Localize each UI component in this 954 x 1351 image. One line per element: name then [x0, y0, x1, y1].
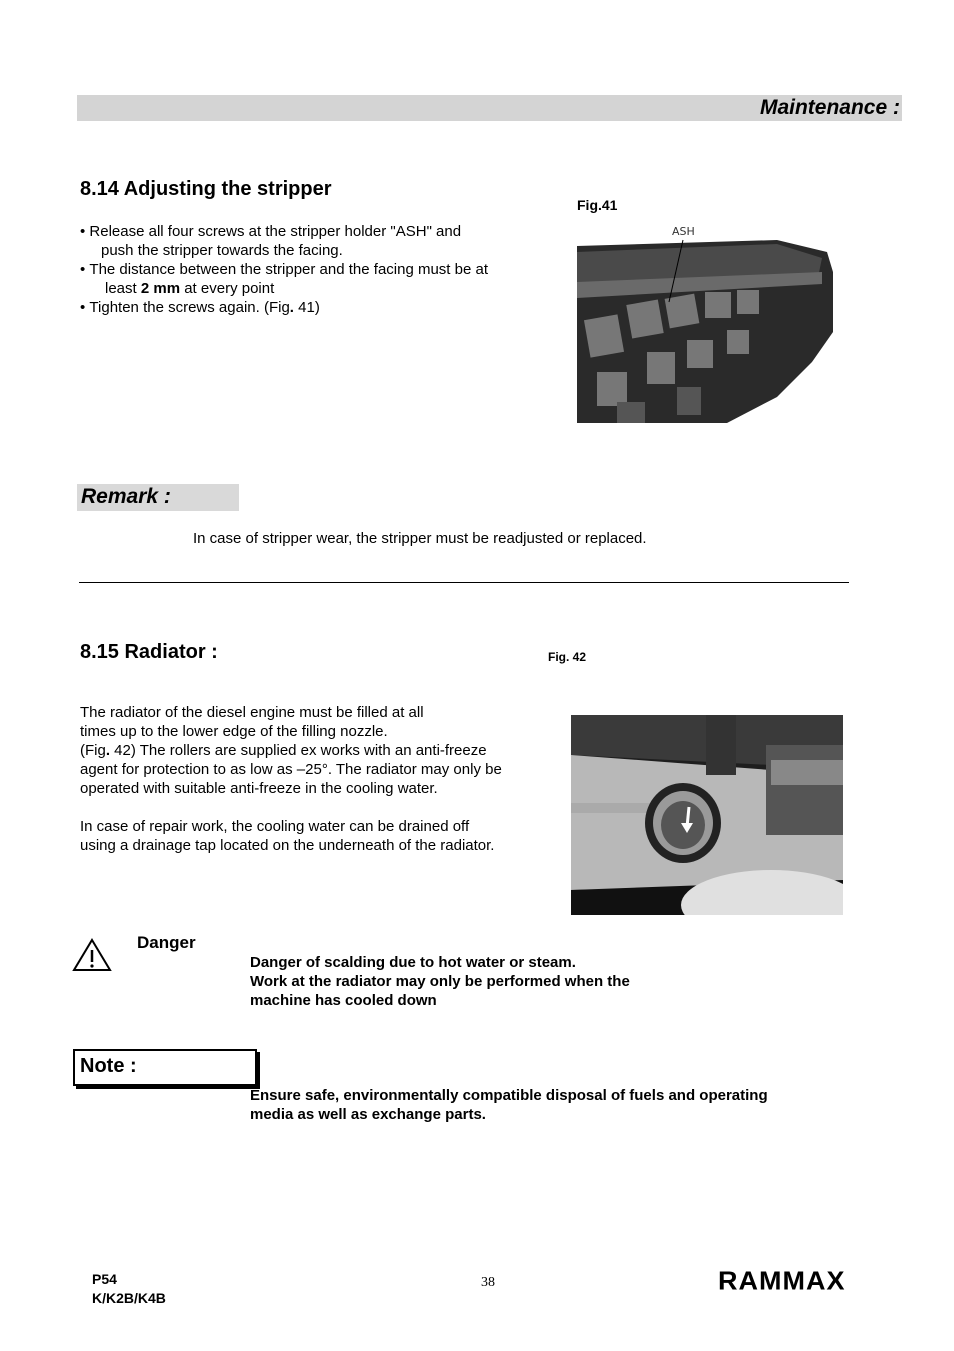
- text-line: times up to the lower edge of the filling nozzle.: [80, 723, 388, 740]
- remark-box: [77, 484, 239, 511]
- section-title-8-15: 8.15 Radiator :: [80, 641, 218, 663]
- note-text: Ensure safe, environmentally compatible disposal of fuels and operating media as well as exchange parts.: [250, 1087, 768, 1123]
- note-box: [73, 1049, 257, 1086]
- danger-text: Danger of scalding due to hot water or steam. Work at the radiator may only be performed when the machine has cooled down: [250, 954, 630, 1009]
- text-line: agent for protection to as low as –25°. The radiator may only be: [80, 761, 502, 778]
- text-line: using a drainage tap located on the underneath of the radiator.: [80, 837, 495, 854]
- ash-label: ASH: [672, 225, 695, 238]
- text-line: The radiator of the diesel engine must be filled at all: [80, 704, 424, 721]
- bullet-item: • Release all four screws at the stripper holder "ASH" and push the stripper towards the facing.: [80, 223, 462, 259]
- danger-label: Danger: [137, 933, 196, 952]
- section-8-15-text: [80, 703, 550, 855]
- fig-42-label: Fig. 42: [548, 650, 587, 664]
- bullet-item: • The distance between the stripper and the facing must be at least 2 mm at every point: [80, 261, 488, 297]
- footer-model: P54 K/K2B/K4B: [92, 1271, 166, 1306]
- section-8-14-bullets: [80, 222, 550, 317]
- remark-label: Remark :: [81, 485, 171, 508]
- note-label: Note :: [80, 1055, 137, 1077]
- page-number: 38: [481, 1275, 495, 1290]
- warning-triangle-icon: [72, 938, 112, 972]
- bullet-item: • Tighten the screws again. (Fig. 41): [80, 299, 320, 316]
- fig-42-photo: [571, 715, 843, 915]
- header-title: Maintenance :: [759, 96, 900, 119]
- text-line: (Fig. 42) The rollers are supplied ex works with an anti-freeze: [80, 742, 487, 759]
- header-bar: [77, 95, 902, 121]
- section-title-8-14: 8.14 Adjusting the stripper: [80, 178, 332, 200]
- text-line: In case of repair work, the cooling water can be drained off: [80, 818, 470, 835]
- text-line: operated with suitable anti-freeze in the cooling water.: [80, 780, 438, 797]
- divider: [79, 582, 849, 583]
- fig-41-label: Fig.41: [577, 197, 618, 213]
- remark-text: In case of stripper wear, the stripper must be readjusted or replaced.: [193, 530, 647, 547]
- rammax-logo: RAMMAX: [718, 1266, 846, 1296]
- fig-41-photo: [577, 222, 833, 423]
